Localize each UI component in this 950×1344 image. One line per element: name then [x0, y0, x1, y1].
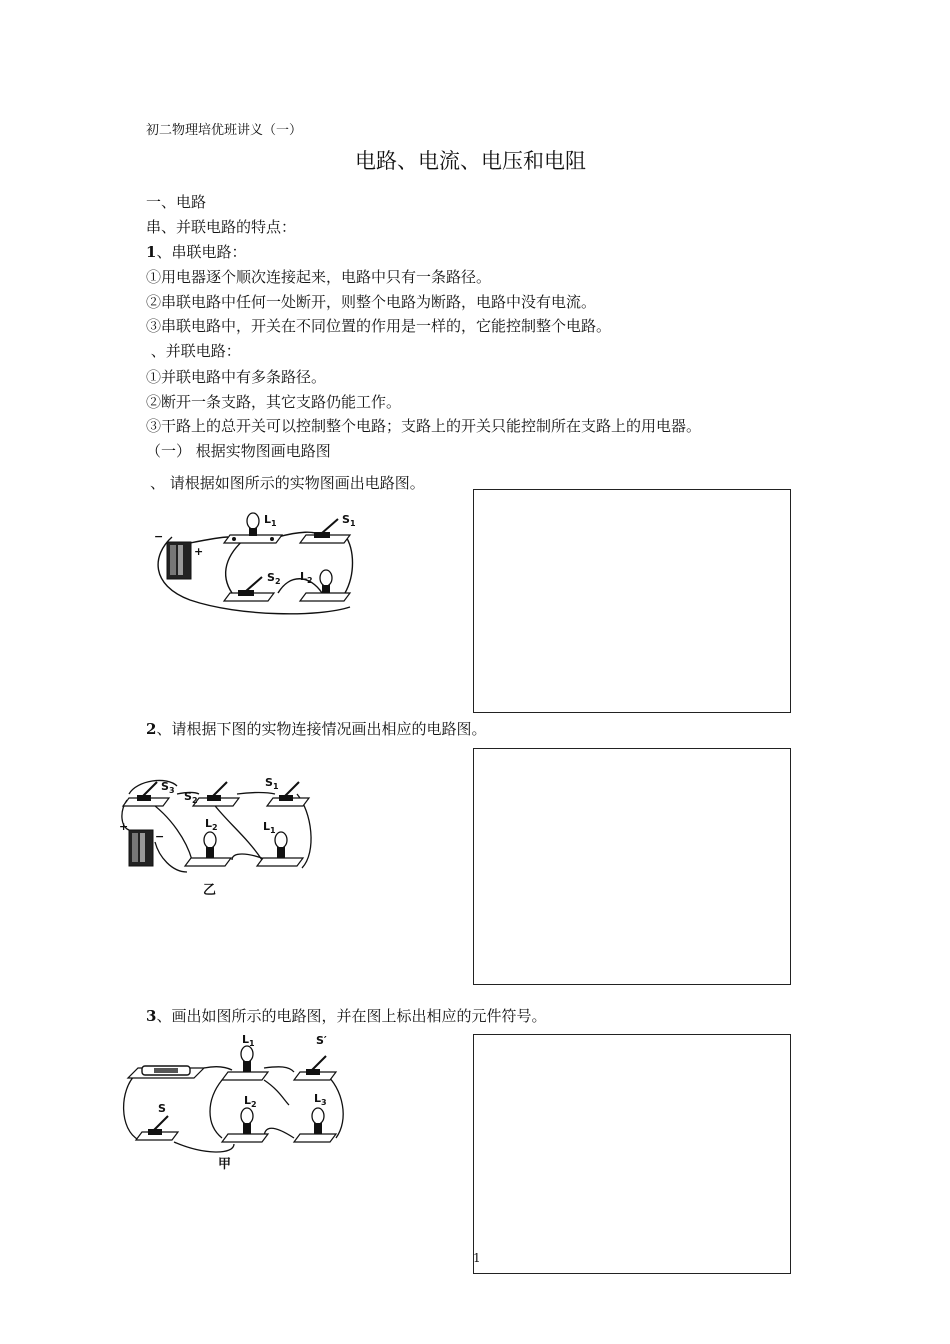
switch-icon: [136, 1116, 178, 1140]
bulb-icon: [222, 1108, 268, 1142]
section-intro: 串、并联电路的特点：: [146, 218, 297, 236]
series-heading: [146, 242, 246, 262]
page-title: 电路、电流、电压和电阻: [355, 149, 586, 173]
series-point-3: ③串联电路中，开关在不同位置的作用是一样的，它能控制整个电路。: [146, 317, 612, 335]
answer-box-1: [473, 489, 791, 713]
parallel-point-2: ②断开一条支路，其它支路仍能工作。: [146, 393, 402, 411]
figure-caption: 甲: [218, 1157, 232, 1172]
parallel-heading: [146, 341, 241, 361]
label-l2: $L_2$: [300, 570, 313, 585]
question-3-text: [146, 1006, 546, 1026]
question-3-body: 、画出如图所示的电路图，并在图上标出相应的元件符号。: [156, 1007, 547, 1025]
label-l1: $L_1$: [263, 820, 276, 835]
circuit-figure-3: [114, 1030, 364, 1175]
minus-label: −: [154, 530, 164, 543]
figure-caption: 乙: [203, 883, 217, 898]
plus-label: +: [119, 820, 129, 833]
series-heading-text: 、串联电路：: [156, 243, 247, 261]
parallel-point-3: ③干路上的总开关可以控制整个电路；支路上的开关只能控制所在支路上的用电器。: [146, 417, 702, 435]
label-l3: $L_3$: [314, 1092, 327, 1107]
answer-box-3: [473, 1034, 791, 1274]
label-l1: $L_1$: [264, 513, 277, 528]
bulb-icon: [224, 513, 282, 543]
series-point-2: ②串联电路中任何一处断开，则整个电路为断路，电路中没有电流。: [146, 293, 597, 311]
subsection-heading: （一） 根据实物图画电路图: [146, 442, 331, 460]
question-2-body: 、请根据下图的实物连接情况画出相应的电路图。: [156, 720, 487, 738]
label-s3: $S_3$: [161, 780, 175, 795]
question-3-number: 3: [146, 1007, 157, 1025]
battery-icon: [128, 1066, 204, 1078]
question-2-text: [146, 719, 486, 739]
circuit-figure-1: [150, 505, 365, 620]
series-point-1: ①用电器逐个顺次连接起来，电路中只有一条路径。: [146, 268, 492, 286]
switch-icon: [193, 782, 239, 806]
label-s-prime: S′: [316, 1034, 327, 1047]
label-s1: $S_1$: [342, 513, 356, 528]
label-l2: $L_2$: [244, 1094, 257, 1109]
bulb-icon: [294, 1108, 336, 1142]
label-l2: $L_2$: [205, 817, 218, 832]
switch-icon: [294, 1056, 336, 1080]
battery-icon: [167, 542, 191, 579]
page-number: 1: [473, 1251, 481, 1265]
parallel-point-1: ①并联电路中有多条路径。: [146, 368, 327, 386]
course-header: 初二物理培优班讲义（一）: [146, 123, 303, 138]
label-s2: $S_2$: [184, 790, 198, 805]
section-heading: 一、电路: [146, 193, 207, 211]
answer-box-2: [473, 748, 791, 985]
bulb-icon: [185, 832, 231, 866]
label-s2: $S_2$: [267, 571, 281, 586]
minus-label: −: [155, 830, 165, 843]
series-number: 1: [146, 243, 157, 261]
question-2-number: 2: [146, 720, 157, 738]
plus-label: +: [194, 545, 204, 558]
bulb-icon: [222, 1046, 268, 1080]
bulb-icon: [257, 832, 303, 866]
circuit-figure-2: [117, 772, 317, 902]
parallel-heading-text: 、并联电路：: [150, 342, 241, 360]
question-1-text: 、 请根据如图所示的实物图画出电路图。: [150, 474, 425, 492]
bulb-icon: [300, 570, 350, 601]
battery-icon: [129, 830, 153, 866]
label-s1: $S_1$: [265, 776, 279, 791]
label-l1: $L_1$: [242, 1033, 255, 1048]
label-s: S: [158, 1102, 166, 1115]
